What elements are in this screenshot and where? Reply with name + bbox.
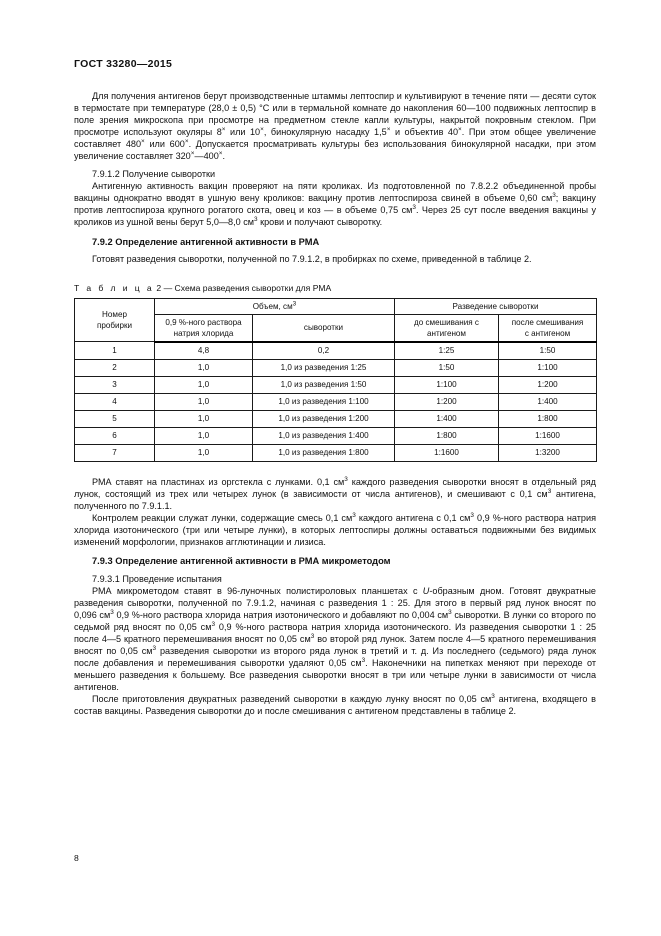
cell-serum-volume: 1,0 из разведения 1:800 (253, 444, 395, 461)
italic-u: U (422, 585, 430, 596)
cell-serum-volume: 0,2 (253, 342, 395, 360)
table-row (75, 376, 597, 393)
table-caption-text: Схема разведения сыворотки для РМА (174, 282, 332, 293)
header-dilution-group: Разведение сыворотки (395, 298, 597, 314)
superscript-cubic: 3 (352, 511, 356, 519)
superscript-cubic: 3 (211, 621, 216, 629)
multiplier-sign: × (141, 138, 145, 146)
multiplier-sign: × (386, 126, 391, 134)
superscript-cubic: 3 (470, 511, 474, 519)
standard-header: ГОСТ 33280—2015 (74, 58, 173, 70)
multiplier-sign: × (260, 126, 264, 134)
cell-dilution-after: 1:100 (499, 359, 597, 376)
superscript-cubic: 3 (552, 192, 556, 200)
multiplier-sign: × (221, 126, 226, 134)
cell-serum-volume: 1,0 из разведения 1:200 (253, 410, 395, 427)
table-caption (74, 283, 596, 293)
multiplier-sign: × (190, 150, 195, 158)
cell-dilution-before: 1:400 (395, 410, 499, 427)
cell-dilution-after: 1:400 (499, 393, 597, 410)
table-caption-number: 2 (156, 282, 162, 293)
header-tube-number (75, 298, 155, 342)
cell-dilution-before: 1:50 (395, 359, 499, 376)
cell-dilution-after: 1:1600 (499, 427, 597, 444)
header-tube-number-line1: Номер (102, 309, 127, 319)
cell-tube-number: 4 (75, 393, 155, 410)
header-serum: сыворотки (253, 314, 395, 342)
superscript-cubic: 3 (448, 609, 452, 617)
cell-dilution-after: 1:200 (499, 376, 597, 393)
table-row (75, 444, 597, 461)
cell-tube-number: 1 (75, 342, 155, 360)
superscript-cubic: 3 (152, 645, 157, 653)
superscript-cubic: 3 (292, 299, 297, 307)
header-tube-number-line2: пробирки (96, 320, 133, 330)
table-row (75, 410, 597, 427)
cell-nacl-volume: 1,0 (155, 410, 253, 427)
table-header-row-group (75, 298, 597, 314)
cell-dilution-before: 1:200 (395, 393, 499, 410)
superscript-cubic: 3 (361, 657, 366, 665)
header-after-line1: после смешивания (511, 317, 584, 327)
superscript-cubic: 3 (254, 216, 258, 224)
cell-dilution-before: 1:800 (395, 427, 499, 444)
multiplier-sign: × (184, 138, 189, 146)
header-before-line1: до смешивания с (414, 317, 479, 327)
page-content (74, 58, 596, 718)
cell-dilution-before: 1:1600 (395, 444, 499, 461)
cell-dilution-before: 1:100 (395, 376, 499, 393)
cell-tube-number: 2 (75, 359, 155, 376)
cell-tube-number: 3 (75, 376, 155, 393)
paragraph-prepare-dilutions: Готовят разведения сыворотки, полученной по 7.9.1.2, в пробирках по схеме, приведенной в таблице 2. (92, 253, 532, 264)
table-caption-dash: — (163, 282, 173, 293)
superscript-cubic: 3 (310, 633, 315, 641)
clause-heading-7-9-3: 7.9.3 Определение антигенной активности в РМА микрометодом (92, 555, 391, 566)
clause-heading-7-9-1-2: 7.9.1.2 Получение сыворотки (92, 169, 216, 180)
cell-tube-number: 5 (75, 410, 155, 427)
cell-dilution-after: 1:50 (499, 342, 597, 360)
post-table-text (74, 476, 596, 718)
multiplier-sign: × (218, 150, 223, 158)
clause-heading-7-9-2: 7.9.2 Определение антигенной активности в РМА (92, 236, 320, 247)
cell-dilution-before: 1:25 (395, 342, 499, 360)
cell-serum-volume: 1,0 из разведения 1:50 (253, 376, 395, 393)
header-before-mixing (395, 314, 499, 342)
paragraph-reaction-control: Контролем реакции служат лунки, содержащие смесь 0,1 $см^3$ каждого антигена с 0,1 $см^3$ 0,9 %-ного раствора натрия хлорида изотонического (три или четыре лунки), в которых лептоспиры должны оставаться подвижными без видимых изменений морфологии, признаков агглютинации и лизиса. (74, 511, 596, 547)
cell-serum-volume: 1,0 из разведения 1:400 (253, 427, 395, 444)
superscript-cubic: 3 (344, 475, 348, 483)
cell-serum-volume: 1,0 из разведения 1:25 (253, 359, 395, 376)
table-head (75, 298, 597, 342)
clause-heading-7-9-3-1: 7.9.3.1 Проведение испытания (92, 573, 222, 584)
superscript-cubic: 3 (491, 693, 495, 701)
cell-dilution-after: 1:800 (499, 410, 597, 427)
table-caption-label: Т а б л и ц а (74, 282, 154, 293)
header-before-line2: антигеном (426, 328, 466, 338)
cell-tube-number: 7 (75, 444, 155, 461)
table-row (75, 342, 597, 360)
cell-nacl-volume: 1,0 (155, 444, 253, 461)
header-volume-text: Объем, см (252, 301, 293, 311)
cell-nacl-volume: 1,0 (155, 427, 253, 444)
cell-nacl-volume: 1,0 (155, 393, 253, 410)
table-row (75, 427, 597, 444)
superscript-cubic: 3 (547, 487, 552, 495)
paragraph-antigen-production: Для получения антигенов берут производственные штаммы лептоспир и культивируют в течение пяти — десяти суток в термостате при температуре (28,0 ± 0,5) °С или в термальной комнате до накопления 60—100 подвижных лептоспир в поле зрения микроскопа при просмотре на предметном стекле капли культуры, накрытой покровным стеклом. При просмотре используют окуляры 8× или 10×, бинокулярную насадку 1,5× и объектив 40×. При этом общее увеличение составляет 480× или 600×. Допускается просматривать культуры без использования бинокулярной насадки, при этом увеличение составляет 320×—400×. (74, 91, 597, 162)
table-row (75, 393, 597, 410)
serum-dilution-table (74, 298, 597, 462)
header-nacl-solution (155, 314, 253, 342)
cell-dilution-after: 1:3200 (499, 444, 597, 461)
cell-nacl-volume: 4,8 (155, 342, 253, 360)
header-volume-group (155, 298, 395, 314)
superscript-cubic: 3 (110, 609, 114, 617)
header-nacl-line1: 0,9 %-ного раствора (165, 317, 242, 327)
header-after-mixing (499, 314, 597, 342)
header-nacl-line2: натрия хлорида (173, 328, 234, 338)
paragraph-serum-collection: Антигенную активность вакцин проверяют на пяти кроликах. Из подготовленной по 7.8.2.2 объединенной пробы вакцины однократно вводят в ушную вену кроликов: вакцину против лептоспироза свиней в объеме 0,60 $см^3$; вакцину против лептоспироза крупного рогатого скота, овец и коз — в объеме 0,75 $см^3$. Через 25 сут после введения вакцины у кроликов из ушной вены берут 5,0—8,0 $см^3$ крови и получают сыворотку. (74, 181, 596, 228)
cell-tube-number: 6 (75, 427, 155, 444)
page-number: 8 (74, 853, 79, 863)
cell-nacl-volume: 1,0 (155, 359, 253, 376)
cell-nacl-volume: 1,0 (155, 376, 253, 393)
cell-serum-volume: 1,0 из разведения 1:100 (253, 393, 395, 410)
table-body (75, 342, 597, 462)
header-after-line2: с антигеном (524, 328, 571, 338)
superscript-cubic: 3 (412, 204, 416, 212)
paragraph-antigen-addition: После приготовления двукратных разведений сыворотки в каждую лунку вносят по 0,05 $см^3$ антигена, входящего в состав вакцины. Разведения сыворотки до и после смешивания с антигеном представлены в таблице 2. (74, 693, 596, 717)
paragraph-micromethod-procedure: РМА микрометодом ставят в 96-луночных полистироловых планшетах с U-образным дном. Готовят двукратные разведения сыворотки, полученной по 7.9.1.2, начиная с разведения 1 : 25. Для этого в первый ряд лунок вносят по 0,096 $см^3$ 0,9 %-ного раствора хлорида натрия изотонического и добавляют по 0,004 $см^3$ сыворотки. В лунки со второго по седьмой ряд вносят по 0,05 $см^3$ 0,9 %-ного раствора натрия хлорида изотонического. Из разведения сыворотки 1 : 25 после 4—5 кратного перемешивания вносят по 0,05 $см^3$ во второй ряд лунок. Затем после 4—5 кратного перемешивания вносят по 0,05 $см^3$ разведения сыворотки из второго ряда лунок в третий и т. д. Из последнего (седьмого) ряда лунок после добавления и перемешивания сыворотки удаляют 0,05 $см^3$. Наконечники на пипетках меняют при переходе от меньшего разведения к большему. Все разведения сыворотки вносят в три или четыре лунки в зависимости от числа антигенов. (74, 585, 597, 693)
paragraph-rma-setup: РМА ставят на пластинах из оргстекла с лунками. 0,1 $см^3$ каждого разведения сыворотки вносят в отдельный ряд лунок, состоящий из трех или четырех лунок (в зависимости от числа антигенов), и смешивают с 0,1 $см^3$ антигена, полученного по 7.9.1.1. (74, 475, 596, 511)
multiplier-sign: × (458, 126, 462, 134)
table-row (75, 359, 597, 376)
